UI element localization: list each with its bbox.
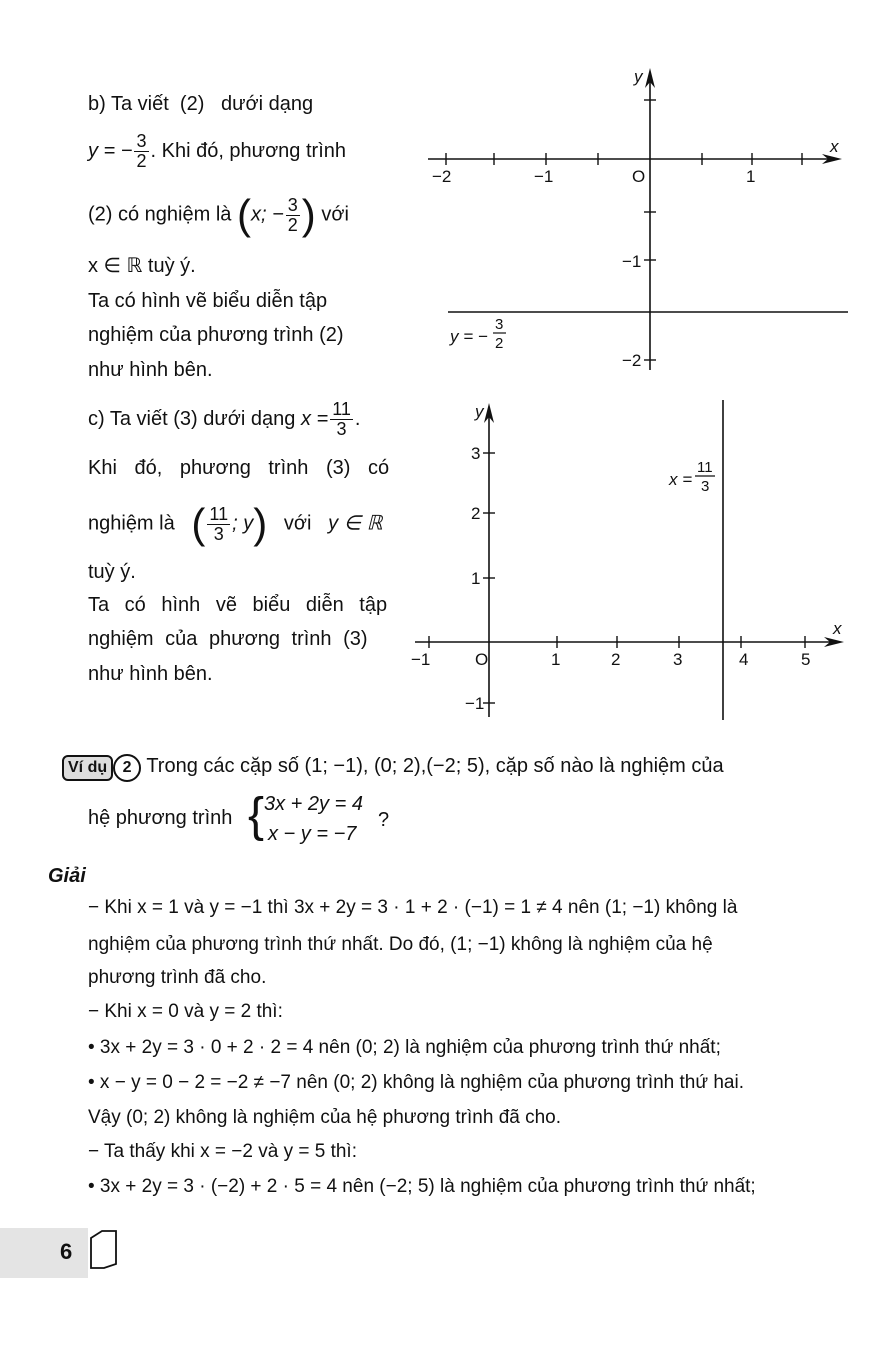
text: Trong các cặp số (1; −1), (0; 2),(−2; 5), cặp số nào là nghiệm của <box>146 755 724 777</box>
x-tick-label: 3 <box>673 650 683 669</box>
solution-line: nghiệm của phương trình thứ nhất. Do đó, (1; −1) không là nghiệm của hệ <box>88 934 713 955</box>
page-corner-icon <box>88 1228 120 1272</box>
line-label: x = <box>669 470 693 489</box>
text: như hình bên. <box>88 359 213 381</box>
x-tick-label: 5 <box>801 650 811 669</box>
x-tick-label: −1 <box>411 650 431 669</box>
solution-line: Vậy (0; 2) không là nghiệm của hệ phương trình đã cho. <box>88 1107 562 1128</box>
fraction: $\frac{11}{3}$ <box>209 503 229 544</box>
text: nghiệm của phương trình (2) <box>88 324 344 346</box>
equation: x − y = −7 <box>268 823 357 845</box>
text: dưới dạng <box>203 407 296 430</box>
text: hệ phương trình <box>88 807 233 829</box>
text: nghiệm là <box>88 512 175 535</box>
line-label-num: 3 <box>495 316 504 333</box>
x-tick-label: 4 <box>739 650 749 669</box>
text: Ta có hình vẽ biểu diễn tập <box>88 594 388 616</box>
y-tick-label: −1 <box>465 694 485 713</box>
line-label-den: 3 <box>701 478 710 495</box>
page-number-box <box>0 1228 88 1278</box>
math-text: x; − <box>250 203 284 226</box>
text: như hình bên. <box>88 663 213 685</box>
text: Khi đó, phương trình (3) có <box>88 457 390 479</box>
fraction: $\frac{11}{3}$ <box>332 399 351 439</box>
x-tick-label: 1 <box>551 650 561 669</box>
y-tick-label: 3 <box>471 444 481 463</box>
y-tick-label: −2 <box>622 351 642 370</box>
math-text: x = <box>300 407 329 430</box>
solution-line: − Ta thấy khi x = −2 và y = 5 thì: <box>88 1141 357 1162</box>
example-badge: Ví dụ <box>62 755 113 781</box>
solution-line: − Khi x = 0 và y = 2 thì: <box>88 1001 283 1022</box>
graph-x-equals-11-over-3 <box>405 395 865 730</box>
text: với <box>283 512 312 535</box>
line-label: y = − <box>450 327 488 346</box>
solution-line: • x − y = 0 − 2 = −2 ≠ −7 nên (0; 2) không là nghiệm của phương trình thứ hai. <box>88 1072 744 1093</box>
example-number: 2 <box>113 754 141 782</box>
y-tick-label: 1 <box>471 569 481 588</box>
x-tick-label: −1 <box>534 167 554 186</box>
text: x ∈ ℝ tuỳ ý. <box>88 255 196 277</box>
math-text: ; y <box>232 512 254 535</box>
example-question <box>62 754 724 782</box>
page-number: 6 <box>60 1239 73 1264</box>
x-tick-label: 2 <box>611 650 621 669</box>
solution-line: • 3x + 2y = 3 · 0 + 2 · 2 = 4 nên (0; 2) là nghiệm của phương trình thứ nhất; <box>88 1037 721 1058</box>
text: . Khi đó, phương trình <box>150 139 347 162</box>
y-tick-label: 2 <box>471 504 481 523</box>
x-tick-label: −2 <box>432 167 452 186</box>
text: c) Ta viết <box>88 407 168 430</box>
origin-label: O <box>475 650 489 669</box>
solution-line: phương trình đã cho. <box>88 967 267 988</box>
fraction: $\frac{3}{2}$ <box>287 194 298 235</box>
text: với <box>321 203 349 226</box>
text: nghiệm của phương trình (3) <box>88 628 368 650</box>
math-text: y ∈ ℝ <box>328 512 383 535</box>
text: ? <box>378 809 390 831</box>
text: dưới dạng <box>221 93 314 115</box>
equation: 3x + 2y = 4 <box>264 793 363 815</box>
fraction: $\frac{3}{2}$ <box>136 131 147 171</box>
text: (3) <box>173 407 198 430</box>
graph-y-equals-minus-3-over-2 <box>410 60 870 380</box>
y-axis-label: y <box>634 67 643 86</box>
text: b) Ta viết <box>88 93 169 115</box>
origin-label: O <box>632 167 646 186</box>
x-axis-label: x <box>830 137 839 156</box>
x-tick-label: 1 <box>746 167 756 186</box>
solution-line: • 3x + 2y = 3 · (−2) + 2 · 5 = 4 nên (−2; 5) là nghiệm của phương trình thứ nhất; <box>88 1176 756 1197</box>
math-text: y = − <box>88 139 133 162</box>
y-tick-label: −1 <box>622 252 642 271</box>
text: (2) có nghiệm là <box>88 203 232 226</box>
solution-heading: Giải <box>48 865 86 887</box>
text: tuỳ ý. <box>88 561 136 583</box>
solution-line: − Khi x = 1 và y = −1 thì 3x + 2y = 3 · 1 + 2 · (−1) = 1 ≠ 4 nên (1; −1) không là <box>88 897 738 918</box>
system-brace: { <box>248 789 265 842</box>
line-label-num: 11 <box>697 459 713 476</box>
x-axis-label: x <box>833 619 842 638</box>
y-axis-label: y <box>475 402 484 421</box>
text: Ta có hình vẽ biểu diễn tập <box>88 290 328 312</box>
line-label-den: 2 <box>495 335 504 352</box>
text: (2) <box>179 93 205 115</box>
